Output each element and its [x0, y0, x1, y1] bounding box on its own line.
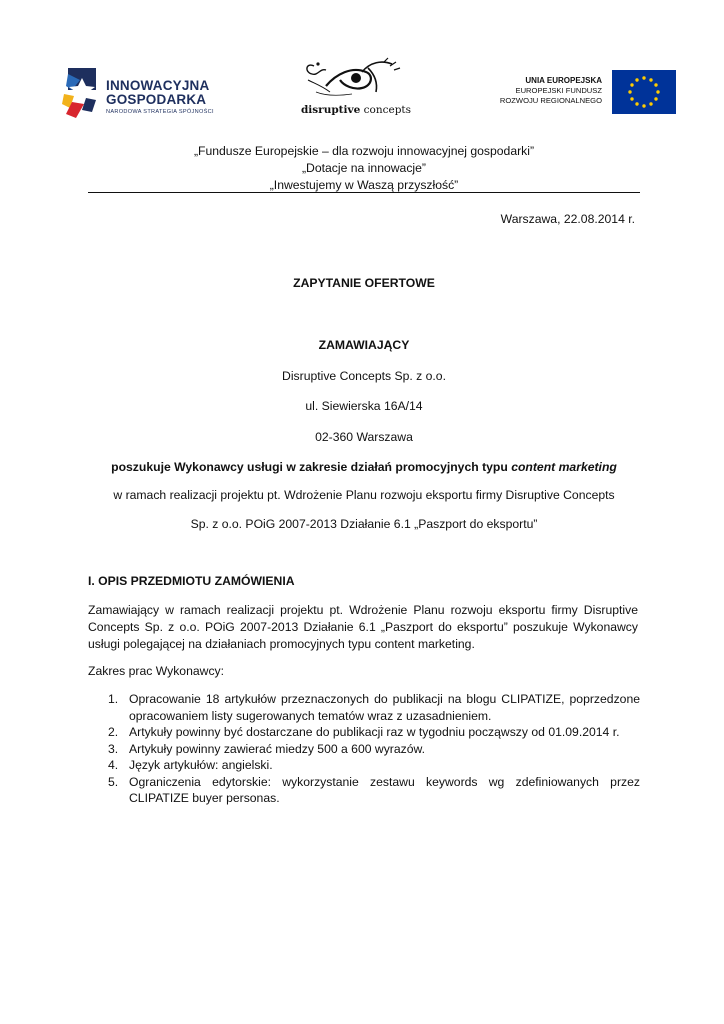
- scope-label: Zakres prac Wykonawcy:: [88, 664, 225, 678]
- company-street: ul. Siewierska 16A/14: [305, 399, 423, 413]
- section-heading: I. OPIS PRZEDMIOTU ZAMÓWIENIA: [88, 574, 295, 588]
- eu-flag-icon: [612, 70, 676, 114]
- list-item: [88, 691, 640, 724]
- project-line-2: Sp. z o.o. POiG 2007-2013 Działanie 6.1 „Paszport do eksportu”: [190, 517, 538, 531]
- section-paragraph: Zamawiający w ramach realizacji projektu pt. Wdrożenie Planu rozwoju eksportu firmy Disruptive Concepts Sp. z o.o. POiG 2007-2013 Działanie 6.1 „Paszport do eksportu” poszukuje Wykonawcy usługi polegającej na działaniach promocyjnych typu content marketing.: [88, 603, 638, 651]
- header-divider: [88, 192, 640, 193]
- ig-logo-line2: GOSPODARKA: [106, 92, 207, 107]
- list-item: [88, 741, 640, 758]
- list-item-text: Artykuły powinny być dostarczane do publikacji raz w tygodniu począwszy od 01.09.2014 r.: [129, 725, 620, 739]
- list-item: [88, 724, 640, 741]
- seeking-line: [88, 460, 640, 474]
- motto-line: „Inwestujemy w Waszą przyszłość”: [269, 178, 459, 192]
- list-item-text: Artykuły powinny zawierać miedzy 500 a 600 wyrazów.: [129, 741, 426, 756]
- dc-ink-drawing-icon: [296, 56, 416, 102]
- scope-list: [88, 691, 640, 807]
- seeking-italic: content marketing: [511, 460, 617, 474]
- disruptive-concepts-logo: [296, 56, 416, 122]
- company-city: 02-360 Warszawa: [315, 430, 413, 444]
- project-line-1: w ramach realizacji projektu pt. Wdrożenie Planu rozwoju eksportu firmy Disruptive Concepts: [113, 488, 615, 502]
- dc-logo-wordmark: [296, 104, 416, 116]
- eu-logo-line1: UNIA EUROPEJSKA: [525, 76, 602, 85]
- ig-logo-line1: INNOWACYJNA: [106, 78, 210, 93]
- list-item-text: Język artykułów: angielski.: [129, 758, 273, 772]
- list-item-text: Ograniczenia edytorskie: wykorzystanie zestawu keywords wg zdefiniowanych przez CLIPATIZE buyer personas.: [129, 774, 640, 805]
- motto-line: „Fundusze Europejskie – dla rozwoju innowacyjnej gospodarki”: [193, 144, 535, 158]
- list-item-number: 3.: [108, 741, 119, 756]
- document-title: ZAPYTANIE OFERTOWE: [293, 276, 435, 290]
- eu-logo-line2: EUROPEJSKI FUNDUSZ: [515, 86, 602, 95]
- zamawiajacy-heading: ZAMAWIAJĄCY: [318, 338, 410, 352]
- list-item: [88, 774, 640, 807]
- dc-logo-bold: disruptive: [300, 104, 361, 116]
- eu-logo-line3: ROZWOJU REGIONALNEGO: [499, 96, 602, 105]
- ig-logo-subtitle: NARODOWA STRATEGIA SPÓJNOŚCI: [106, 109, 214, 115]
- seeking-text: poszukuje Wykonawcy usługi w zakresie działań promocyjnych typu: [111, 460, 512, 474]
- list-item-number: 1.: [108, 692, 119, 706]
- list-item-number: 5.: [108, 774, 119, 789]
- innowacyjna-gospodarka-logo: [62, 66, 232, 124]
- list-item-text: Opracowanie 18 artykułów przeznaczonych do publikacji na blogu CLIPATIZE, poprzedzone opracowaniem listy sugerowanych tematów wraz z uzasadnieniem.: [129, 692, 640, 723]
- dc-logo-rest: concepts: [360, 104, 412, 116]
- motto-line: „Dotacje na innowacje”: [302, 161, 426, 175]
- list-item-number: 4.: [108, 758, 119, 772]
- mottos-block: [88, 143, 640, 194]
- list-item-number: 2.: [108, 725, 119, 739]
- list-item: [88, 757, 640, 774]
- eu-fund-logo: [486, 70, 676, 116]
- company-name: Disruptive Concepts Sp. z o.o.: [282, 369, 446, 383]
- document-date: Warszawa, 22.08.2014 r.: [500, 212, 635, 226]
- ig-star-icon: [62, 68, 102, 120]
